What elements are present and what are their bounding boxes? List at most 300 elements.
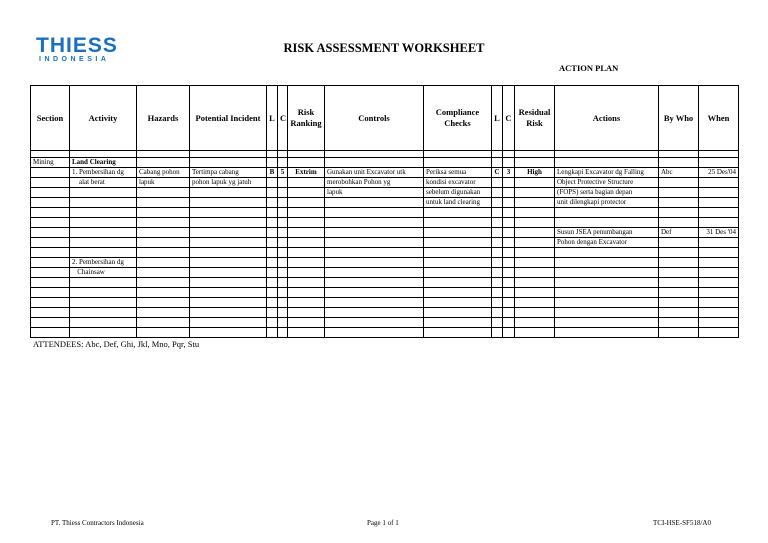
table-cell [492,151,503,158]
table-cell [288,268,325,278]
table-cell [31,318,70,328]
table-cell: 2. Pembersihan dg [70,258,137,268]
table-cell [515,188,555,198]
table-cell [137,158,190,168]
table-cell: High [515,168,555,178]
table-cell [137,208,190,218]
table-cell [267,258,278,268]
table-cell [137,298,190,308]
table-cell [492,308,503,318]
column-header: Potential Incident [190,86,267,151]
table-cell: Tertimpa cabang [190,168,267,178]
table-cell: sebelum digunakan [424,188,492,198]
table-cell [699,278,739,288]
table-row [31,248,739,258]
table-cell: pohon lapuk yg jatuh [190,178,267,188]
table-cell: Abc [659,168,699,178]
table-cell [267,268,278,278]
table-cell [31,248,70,258]
table-cell: B [267,168,278,178]
table-row [31,268,739,278]
table-cell [659,198,699,208]
table-cell [503,268,515,278]
table-cell [325,218,424,228]
table-cell [190,288,267,298]
table-cell [555,318,659,328]
table-cell [190,218,267,228]
table-cell [190,298,267,308]
table-cell [699,248,739,258]
table-cell [137,308,190,318]
table-cell [31,151,70,158]
table-cell [424,248,492,258]
table-cell [555,278,659,288]
table-cell [424,328,492,338]
table-cell [137,258,190,268]
table-cell [515,278,555,288]
table-cell [515,268,555,278]
table-cell [515,258,555,268]
table-cell [515,328,555,338]
table-cell [267,308,278,318]
table-cell [267,158,278,168]
spacer-row [31,151,739,158]
table-cell [325,151,424,158]
table-cell: 5 [278,168,288,178]
table-cell [267,318,278,328]
table-cell [424,258,492,268]
table-cell [288,258,325,268]
table-cell [288,198,325,208]
table-cell [137,318,190,328]
table-cell: 1. Pembersihan dg [70,168,137,178]
table-cell [278,238,288,248]
table-cell [267,228,278,238]
table-cell: Lengkapi Excavator dg Falling [555,168,659,178]
table-cell [70,278,137,288]
table-cell [492,158,503,168]
table-cell [190,308,267,318]
table-cell [492,258,503,268]
table-cell [659,178,699,188]
table-cell [699,158,739,168]
footer-page-number: Page 1 of 1 [367,519,399,527]
table-cell [267,248,278,258]
table-cell [555,158,659,168]
table-cell [267,198,278,208]
table-cell [503,278,515,288]
table-cell [190,328,267,338]
column-header: Hazards [137,86,190,151]
table-cell [278,228,288,238]
table-cell [515,198,555,208]
table-cell [492,198,503,208]
column-header: Activity [70,86,137,151]
table-row [31,308,739,318]
table-cell [31,208,70,218]
table-cell: Susun JSEA penumbangan [555,228,659,238]
table-cell [190,248,267,258]
table-cell: Land Clearing [70,158,137,168]
table-cell [515,248,555,258]
table-cell [503,288,515,298]
table-row [31,318,739,328]
table-cell [325,248,424,258]
table-cell: untuk land clearing [424,198,492,208]
table-cell [278,151,288,158]
table-cell [492,288,503,298]
table-cell [424,238,492,248]
table-cell [70,288,137,298]
table-cell [555,328,659,338]
table-cell [659,158,699,168]
table-row [31,228,739,238]
risk-assessment-table [30,85,739,338]
table-cell: 3 [503,168,515,178]
table-cell [424,308,492,318]
table-cell [31,188,70,198]
table-cell: Chainsaw [70,268,137,278]
table-cell [503,248,515,258]
table-cell: Mining [31,158,70,168]
table-cell: kondisi excavator [424,178,492,188]
table-cell [659,258,699,268]
table-cell [503,158,515,168]
table-cell [492,318,503,328]
table-cell [278,218,288,228]
table-cell [288,308,325,318]
table-cell [278,308,288,318]
table-cell [325,318,424,328]
table-cell [190,238,267,248]
table-cell [503,228,515,238]
table-cell: Periksa semua [424,168,492,178]
attendees-line: ATTENDEES: Abc, Def, Ghi, Jkl, Mno, Pqr, Stu [33,339,200,349]
table-cell [699,258,739,268]
table-cell [492,238,503,248]
table-cell [503,208,515,218]
table-cell [70,218,137,228]
table-cell [699,218,739,228]
table-cell [424,318,492,328]
table-cell [137,288,190,298]
table-cell [70,198,137,208]
table-cell [515,238,555,248]
table-cell [325,208,424,218]
table-cell [659,248,699,258]
table-cell [424,228,492,238]
table-cell: lapuk [325,188,424,198]
table-cell [659,268,699,278]
table-row [31,328,739,338]
table-cell [190,278,267,288]
table-row [31,218,739,228]
table-cell [267,278,278,288]
table-cell [288,208,325,218]
column-header: Risk Ranking [288,86,325,151]
table-cell [503,188,515,198]
table-cell [70,151,137,158]
table-cell [659,151,699,158]
table-cell [659,308,699,318]
table-cell: alat berat [70,178,137,188]
table-cell [137,151,190,158]
table-cell [699,238,739,248]
table-cell [659,278,699,288]
table-cell [137,248,190,258]
table-cell: Cabang pohon [137,168,190,178]
table-cell [137,188,190,198]
table-cell [288,248,325,258]
table-cell: Extrim [288,168,325,178]
table-cell: 31 Des '04 [699,228,739,238]
table-cell [659,208,699,218]
table-cell [424,151,492,158]
table-cell [190,258,267,268]
table-cell [659,188,699,198]
table-cell [278,188,288,198]
table-cell [31,228,70,238]
table-cell [31,278,70,288]
table-cell [424,298,492,308]
table-cell [515,218,555,228]
column-header: L [267,86,278,151]
column-header: C [278,86,288,151]
logo-main-text: THIESS [36,34,118,57]
table-cell [699,151,739,158]
table-cell [267,218,278,228]
table-cell [288,158,325,168]
table-cell: (FOPS) serta bagian depan [555,188,659,198]
table-cell [515,158,555,168]
table-cell [325,298,424,308]
table-cell [555,288,659,298]
table-cell [31,288,70,298]
table-cell [424,268,492,278]
table-cell [325,268,424,278]
table-cell [515,228,555,238]
table-cell [190,188,267,198]
table-cell [190,158,267,168]
table-row [31,158,739,168]
table-cell [267,288,278,298]
table-cell [137,198,190,208]
table-cell [659,218,699,228]
table-cell [503,218,515,228]
table-cell [503,178,515,188]
table-cell [424,218,492,228]
table-cell [267,298,278,308]
table-cell [278,178,288,188]
footer-company: PT. Thiess Contractors Indonesia [51,519,144,527]
table-cell [325,198,424,208]
table-cell [555,248,659,258]
table-cell [31,198,70,208]
table-cell [659,288,699,298]
table-cell [424,288,492,298]
table-cell [555,308,659,318]
table-cell [288,151,325,158]
table-cell [288,238,325,248]
table-cell [492,188,503,198]
table-cell [492,178,503,188]
table-cell [555,258,659,268]
table-cell [70,318,137,328]
page-title: RISK ASSESSMENT WORKSHEET [283,41,485,55]
table-cell [190,318,267,328]
table-cell [190,268,267,278]
table-cell [503,308,515,318]
table-row [31,258,739,268]
table-cell [555,151,659,158]
table-row [31,198,739,208]
table-cell [492,228,503,238]
table-cell [278,158,288,168]
table-row [31,298,739,308]
action-plan-label: ACTION PLAN [559,63,619,73]
table-cell [288,318,325,328]
table-cell [288,178,325,188]
table-row [31,188,739,198]
table-cell [137,218,190,228]
table-cell [278,328,288,338]
table-cell [503,198,515,208]
table-cell [515,298,555,308]
table-row [31,168,739,178]
table-cell [190,208,267,218]
table-cell [659,238,699,248]
table-cell [503,258,515,268]
table-row [31,288,739,298]
table-row [31,178,739,188]
table-row [31,208,739,218]
table-cell [555,298,659,308]
table-cell [267,238,278,248]
table-cell [699,268,739,278]
table-cell [699,308,739,318]
table-cell [515,288,555,298]
table-cell [503,318,515,328]
table-row [31,238,739,248]
column-header: Compliance Checks [424,86,492,151]
table-cell [31,258,70,268]
table-cell [31,178,70,188]
table-cell: C [492,168,503,178]
table-cell [70,188,137,198]
logo-sub-text: INDONESIA [39,56,110,63]
table-cell [70,308,137,318]
table-cell [515,208,555,218]
table-cell [659,318,699,328]
table-cell [278,278,288,288]
table-cell [267,178,278,188]
table-cell [503,238,515,248]
table-cell [190,198,267,208]
table-cell [31,308,70,318]
column-header: L [492,86,503,151]
table-cell [278,198,288,208]
table-cell [503,328,515,338]
table-cell [31,298,70,308]
table-cell: unit dilengkapi protector [555,198,659,208]
table-cell [555,218,659,228]
table-cell [492,208,503,218]
table-cell [278,258,288,268]
table-cell [325,158,424,168]
table-cell [555,268,659,278]
table-cell [288,188,325,198]
table-cell [492,328,503,338]
table-cell [267,151,278,158]
column-header: Controls [325,86,424,151]
table-cell [278,298,288,308]
table-cell [325,238,424,248]
table-cell [659,328,699,338]
column-header: Actions [555,86,659,151]
table-cell [515,151,555,158]
table-cell [288,218,325,228]
table-cell [137,278,190,288]
column-header: Residual Risk [515,86,555,151]
table-cell [70,328,137,338]
table-cell [325,258,424,268]
table-cell [137,328,190,338]
table-cell [699,198,739,208]
table-cell [555,208,659,218]
table-row [31,278,739,288]
table-cell [492,298,503,308]
table-cell [70,238,137,248]
table-cell [515,178,555,188]
table-cell [325,288,424,298]
table-cell [278,318,288,328]
table-cell: Gunakan unit Excavator utk [325,168,424,178]
table-cell [31,268,70,278]
table-cell [503,151,515,158]
table-cell [278,248,288,258]
table-cell [424,278,492,288]
table-cell [492,218,503,228]
table-cell [267,208,278,218]
table-cell [278,268,288,278]
table-cell [492,248,503,258]
table-cell [699,178,739,188]
table-cell: 25 Des'04 [699,168,739,178]
table-cell: Pohon dengan Excavator [555,238,659,248]
table-cell [288,328,325,338]
table-cell [31,238,70,248]
table-cell [70,248,137,258]
table-cell [659,298,699,308]
table-header-row [31,86,739,151]
table-cell [137,268,190,278]
table-cell [325,228,424,238]
table-cell [515,308,555,318]
table-cell: lapuk [137,178,190,188]
column-header: When [699,86,739,151]
table-cell [288,228,325,238]
table-cell [424,208,492,218]
table-cell [288,288,325,298]
table-cell [699,288,739,298]
table-cell [70,298,137,308]
table-cell: merobohkan Pohon yg [325,178,424,188]
table-cell [137,228,190,238]
table-cell [267,328,278,338]
table-cell [190,228,267,238]
table-cell [278,288,288,298]
table-cell [492,268,503,278]
